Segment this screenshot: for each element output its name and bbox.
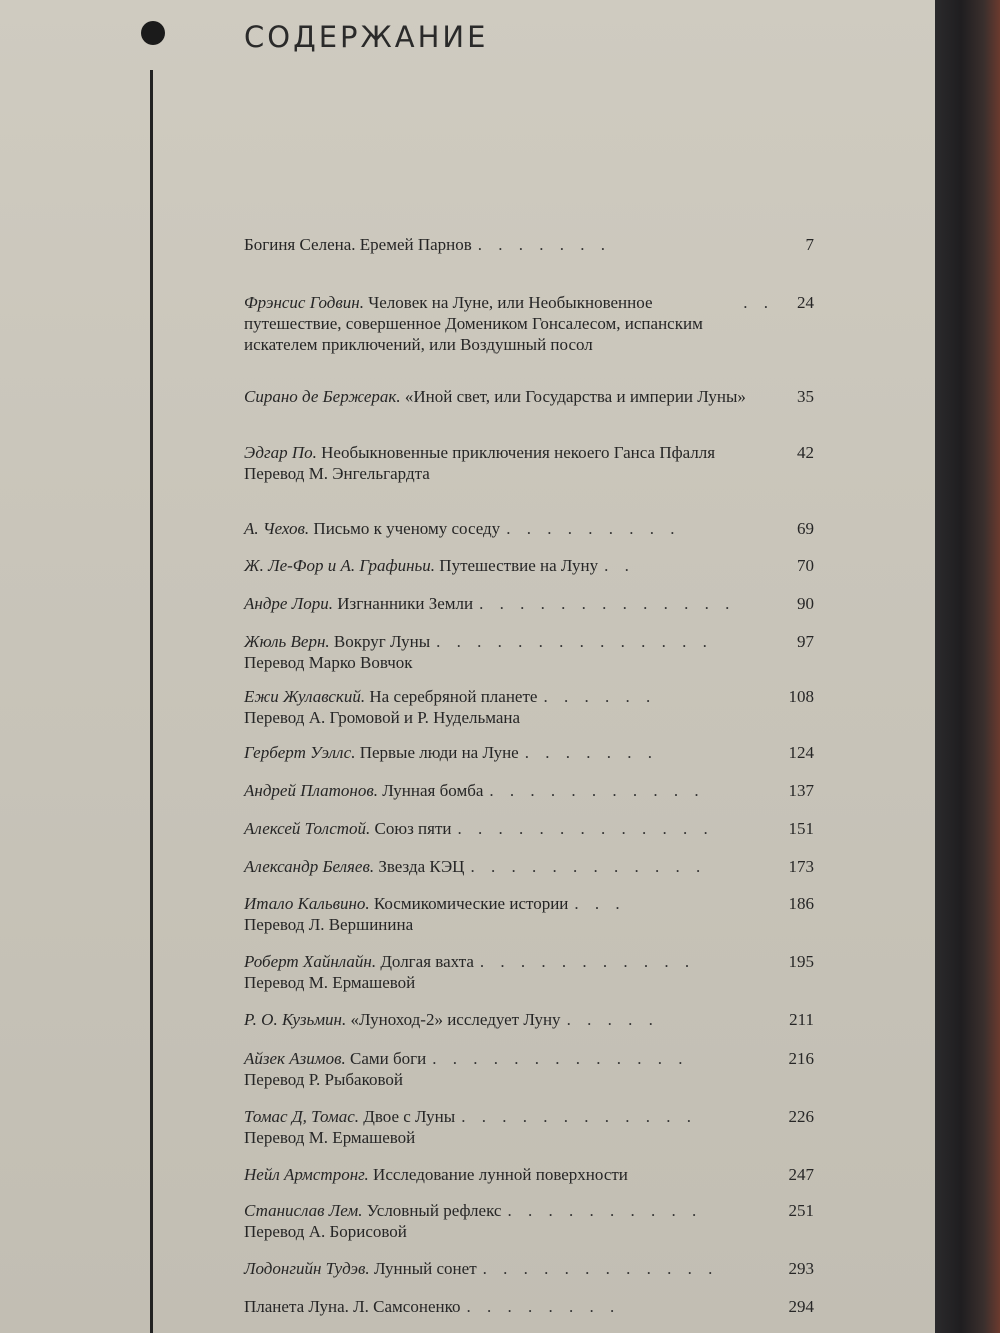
dot-leader: . . . — [574, 894, 626, 913]
entry-author: Ежи Жулавский. — [244, 687, 366, 706]
page-number: 151 — [788, 819, 814, 838]
entry-title: Звезда КЭЦ — [378, 857, 465, 876]
entry-author: Станислав Лем. — [244, 1201, 363, 1220]
entry-author: Александр Беляев. — [244, 857, 375, 876]
dot-leader: . . . . . — [566, 1010, 659, 1029]
page-number: 7 — [805, 235, 814, 254]
entry-title: Планета Луна. Л. Самсоненко — [244, 1297, 461, 1316]
entry-title: Двое с Луны — [363, 1107, 456, 1126]
entry-author: Алексей Толстой. — [244, 819, 371, 838]
page-number: 35 — [797, 387, 814, 406]
page-number: 173 — [788, 857, 814, 876]
page-number: 69 — [797, 519, 814, 538]
entry-title: Первые люди на Луне — [359, 743, 519, 762]
entry-title: Космикомические истории — [373, 894, 569, 913]
entry-translator: Перевод А. Борисовой — [244, 1222, 407, 1241]
dot-leader: . . . . . . . . . . . . . — [432, 1049, 689, 1068]
toc-entry — [244, 1200, 814, 1242]
page-number: 124 — [788, 743, 814, 762]
page-number: 42 — [797, 443, 814, 462]
toc-entry — [244, 1106, 814, 1148]
entry-author: Итало Кальвино. — [244, 894, 370, 913]
entry-author: Ж. Ле-Фор и А. Графиньи. — [244, 556, 436, 575]
page-number: 294 — [788, 1297, 814, 1316]
toc-entry — [244, 1258, 814, 1279]
dot-leader: . . . . . . . . . . . . — [461, 1107, 697, 1126]
page-number: 216 — [788, 1049, 814, 1068]
toc-entry — [244, 742, 814, 763]
page-number: 195 — [788, 952, 814, 971]
toc-entry — [244, 555, 814, 576]
entry-title: Сами боги — [350, 1049, 427, 1068]
entry-translator: Перевод Марко Вовчок — [244, 653, 413, 672]
toc-entry — [244, 518, 814, 539]
page-title: СОДЕРЖАНИЕ — [244, 20, 489, 54]
entry-title: Лунный сонет — [373, 1259, 477, 1278]
entry-title: На серебряной планете — [369, 687, 538, 706]
entry-author: Р. О. Кузьмин. — [244, 1010, 347, 1029]
book-cover-edge — [935, 0, 1000, 1333]
toc-entry — [244, 631, 814, 673]
toc-entry — [244, 386, 814, 407]
entry-title: Изгнанники Земли — [337, 594, 474, 613]
entry-author: Фрэнсис Годвин. — [244, 293, 364, 312]
page-number: 211 — [789, 1010, 814, 1029]
page-number: 251 — [788, 1201, 814, 1220]
entry-title: Богиня Селена. Еремей Парнов — [244, 235, 472, 254]
toc-entry — [244, 893, 814, 935]
vertical-rule — [150, 70, 153, 1333]
dot-leader: . . . . . . — [543, 687, 657, 706]
toc-entry — [244, 1048, 814, 1090]
dot-leader: . . . . . . . . . . . . . — [479, 594, 736, 613]
entry-title: Необыкновенные приключения некоего Ганса Пфалля — [321, 443, 716, 462]
dot-leader: . . . . . . . — [524, 743, 658, 762]
entry-title: Лунная бомба — [382, 781, 484, 800]
dot-leader: . . . . . . . . . . . . . . — [436, 632, 713, 651]
entry-author: Томас Д, Томас. — [244, 1107, 359, 1126]
page-number: 24 — [797, 293, 814, 312]
entry-translator: Перевод Л. Вершинина — [244, 915, 414, 934]
page-number: 137 — [788, 781, 814, 800]
bullet-mark — [141, 21, 165, 45]
entry-translator: Перевод М. Энгельгардта — [244, 464, 430, 483]
page-number: 186 — [788, 894, 814, 913]
toc-entry — [244, 856, 814, 877]
entry-author: Герберт Уэллс. — [244, 743, 356, 762]
entry-author: Айзек Азимов. — [244, 1049, 346, 1068]
entry-translator: Перевод М. Ермашевой — [244, 973, 416, 992]
page-number: 226 — [788, 1107, 814, 1126]
dot-leader: . . . . . . . . . . . — [479, 952, 696, 971]
page-number: 247 — [788, 1165, 814, 1184]
toc-entry — [244, 234, 814, 255]
entry-title: «Луноход-2» исследует Луну — [350, 1010, 561, 1029]
dot-leader: . . . . . . . — [477, 235, 612, 254]
entry-translator: Перевод М. Ермашевой — [244, 1128, 416, 1147]
entry-title: Условный рефлекс — [366, 1201, 502, 1220]
entry-title: Вокруг Луны — [333, 632, 431, 651]
toc-entry — [244, 1164, 814, 1185]
dot-leader: . . . . . . . . . . . . . — [457, 819, 714, 838]
entry-author: Эдгар По. — [244, 443, 317, 462]
toc-entry — [244, 1296, 814, 1317]
dot-leader: . . . . . . . . . . . . — [482, 1259, 719, 1278]
entry-title: «Иной свет, или Государства и империи Луны» — [404, 387, 746, 406]
dot-leader: . . . . . . . . . . . — [489, 781, 705, 800]
entry-title: Письмо к ученому соседу — [313, 519, 501, 538]
entry-title: Долгая вахта — [380, 952, 474, 971]
toc-entry — [244, 686, 814, 728]
entry-translator: Перевод А. Громовой и Р. Нудельмана — [244, 708, 521, 727]
entry-author: А. Чехов. — [244, 519, 310, 538]
entry-author: Нейл Армстронг. — [244, 1165, 369, 1184]
entry-author: Роберт Хайнлайн. — [244, 952, 377, 971]
entry-author: Сирано де Бержерак. — [244, 387, 401, 406]
entry-author: Андрей Платонов. — [244, 781, 378, 800]
entry-author: Жюль Верн. — [244, 632, 330, 651]
toc-entry — [244, 818, 814, 839]
entry-title: Исследование лунной поверхности — [373, 1165, 628, 1184]
entry-title: Союз пяти — [374, 819, 452, 838]
toc-entry — [244, 593, 814, 614]
page-number: 70 — [797, 556, 814, 575]
toc-entry — [244, 442, 814, 484]
toc-entry — [244, 292, 814, 355]
dot-leader: . . — [604, 556, 635, 575]
page-number: 97 — [797, 632, 814, 651]
toc-entry — [244, 951, 814, 993]
entry-title: Путешествие на Луну — [439, 556, 599, 575]
entry-author: Лодонгийн Тудэв. — [244, 1259, 370, 1278]
dot-leader: . . . . . . . . . . — [507, 1201, 703, 1220]
entry-title: Человек на Луне, или Необыкновенное путешествие, совершенное Домеником Гонсалесом, испанским искателем приключений, или Воздушный посол — [244, 293, 703, 354]
page-number: 90 — [797, 594, 814, 613]
page-number: 293 — [788, 1259, 814, 1278]
dot-leader: . . . . . . . . — [466, 1297, 621, 1316]
toc-entry — [244, 780, 814, 801]
toc-entry — [244, 1009, 814, 1030]
dot-leader: . . — [743, 293, 774, 312]
dot-leader: . . . . . . . . . — [506, 519, 681, 538]
entry-translator: Перевод Р. Рыбаковой — [244, 1070, 403, 1089]
page-number: 108 — [788, 687, 814, 706]
entry-author: Андре Лори. — [244, 594, 333, 613]
dot-leader: . . . . . . . . . . . . — [470, 857, 707, 876]
